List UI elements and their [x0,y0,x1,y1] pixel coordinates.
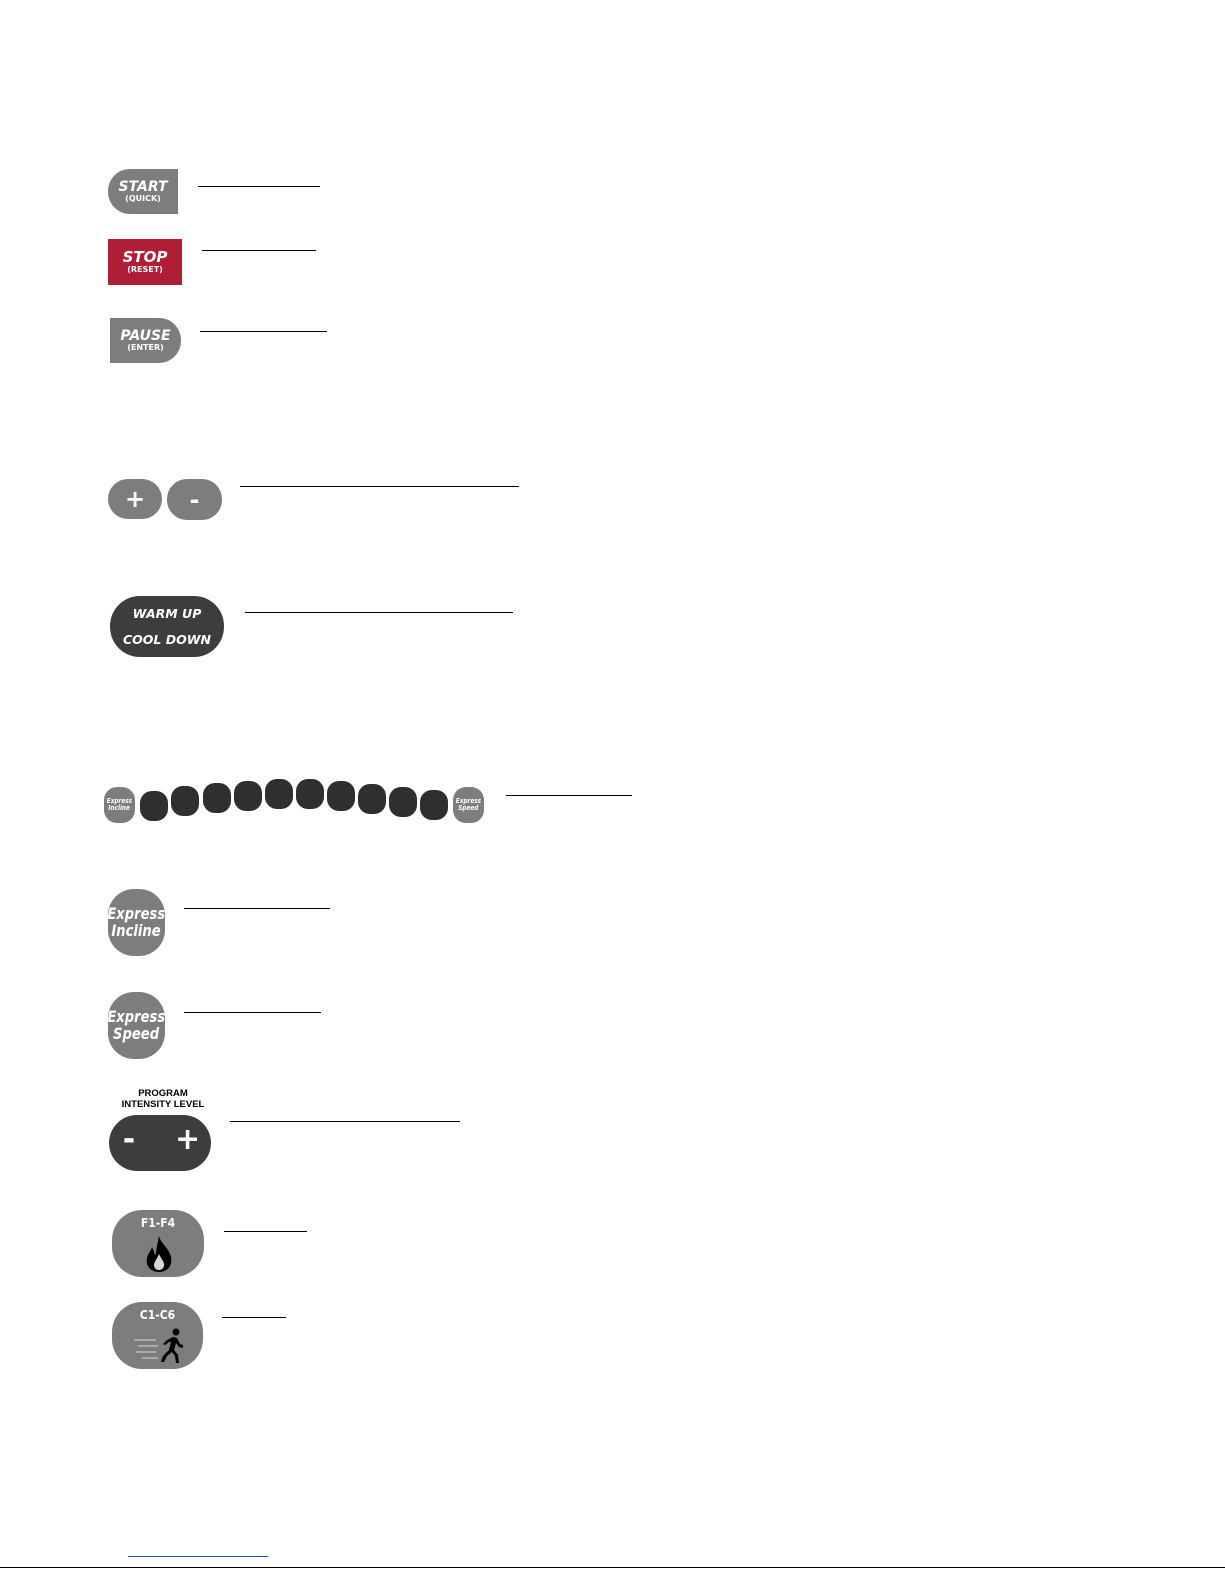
stop-reset-button[interactable] [108,239,182,285]
level-key-7[interactable] [327,781,355,811]
c1-c6-program-button[interactable] [112,1302,203,1369]
minus-symbol: - [189,485,200,514]
plus-minus-description-underline [240,486,519,487]
level-key-9[interactable] [389,787,417,817]
plus-button[interactable] [108,479,162,519]
level-key-4[interactable] [234,781,262,811]
footer-link-underline[interactable] [128,1556,268,1557]
intensity-minus[interactable]: - [122,1122,136,1157]
intensity-description-underline [230,1121,460,1122]
level-key-6[interactable] [296,779,324,809]
pause-sublabel: (ENTER) [127,343,164,352]
intensity-plus[interactable]: + [175,1122,201,1157]
stop-label: STOP [122,248,168,266]
start-quick-button[interactable] [108,169,178,214]
f1-f4-program-button[interactable] [112,1210,204,1277]
plus-symbol: + [124,485,146,513]
start-label: START [118,179,168,195]
flame-icon [141,1234,177,1274]
express-speed-description-underline [184,1012,321,1013]
warmup-description-underline [245,612,513,613]
intensity-caption-line1: PROGRAM [138,1088,188,1099]
express-incline-description-underline [184,908,330,909]
express-speed-line1: Express [107,1006,166,1026]
express-speed-button[interactable] [108,992,165,1059]
cooldown-label: COOL DOWN [123,631,211,647]
level-key-1[interactable] [140,791,168,821]
pause-enter-button[interactable] [110,318,181,363]
strip-express-speed-line1: Express [455,796,482,805]
warmup-label: WARM UP [132,605,202,621]
c1-c6-label: C1-C6 [139,1308,176,1322]
footer-rule [0,1567,1225,1568]
level-key-5[interactable] [265,779,293,809]
level-key-8[interactable] [358,784,386,814]
level-key-2[interactable] [171,786,199,816]
runner-icon [132,1326,188,1366]
f1-f4-label: F1-F4 [140,1216,176,1230]
express-incline-line1: Express [107,903,166,923]
level-keys-description-underline [506,795,632,796]
express-speed-line2: Speed [113,1023,160,1043]
pause-description-underline [200,331,327,332]
start-sublabel: (QUICK) [125,194,161,203]
level-key-3[interactable] [203,783,231,813]
express-incline-button[interactable] [108,889,165,956]
strip-express-incline-button[interactable] [104,787,135,823]
f-programs-description-underline [224,1231,307,1232]
strip-express-speed-line2: Speed [458,804,479,812]
level-key-10[interactable] [420,790,448,820]
warmup-cooldown-button[interactable] [110,596,224,657]
strip-express-speed-button[interactable] [453,787,484,823]
start-description-underline [198,186,320,187]
stop-description-underline [202,250,316,251]
express-incline-line2: Incline [111,920,162,940]
strip-express-incline-line2: Incline [108,804,131,812]
c-programs-description-underline [222,1317,286,1318]
intensity-caption [108,1088,218,1110]
intensity-rocker-button[interactable] [109,1115,211,1171]
intensity-caption-line2: INTENSITY LEVEL [121,1099,205,1110]
minus-button[interactable] [167,479,222,520]
strip-express-incline-line1: Express [106,796,133,805]
stop-sublabel: (RESET) [127,265,163,274]
pause-label: PAUSE [120,328,171,344]
